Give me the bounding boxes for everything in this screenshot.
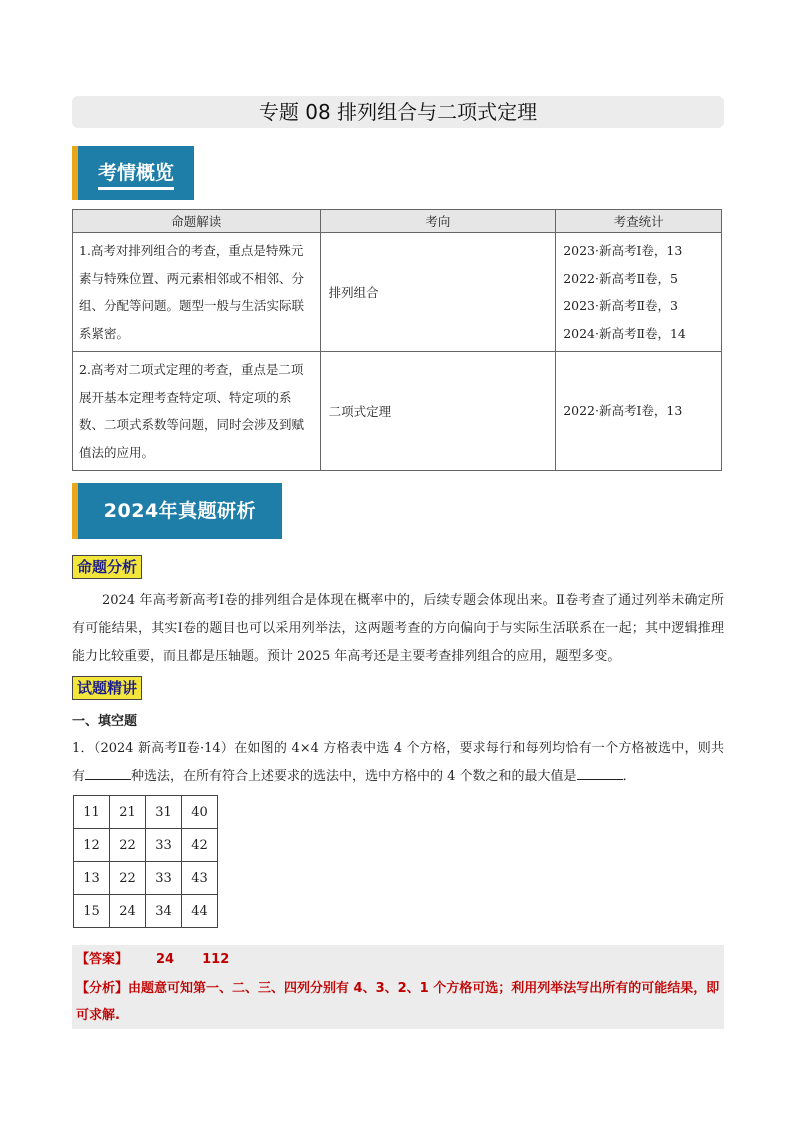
- page-title: 专题 08 排列组合与二项式定理: [72, 96, 724, 128]
- grid-cell: 11: [74, 796, 110, 829]
- grid-row: [74, 862, 218, 895]
- question-part: ．: [622, 769, 636, 784]
- section-tag-overview: [72, 146, 194, 200]
- exam-stats-table: [72, 209, 722, 471]
- analysis-label: 命题分析: [72, 555, 142, 579]
- answer-blank[interactable]: [577, 765, 623, 780]
- topic-stats: [556, 233, 722, 352]
- answer-analysis: [76, 975, 722, 1029]
- answer-value: 24: [156, 952, 175, 967]
- grid-cell: 22: [110, 829, 146, 862]
- column-header: 考向: [320, 210, 556, 233]
- column-header: 考查统计: [556, 210, 722, 233]
- grid-cell: 44: [182, 895, 218, 928]
- analysis-paragraph: 2024 年高考新高考Ⅰ卷的排列组合是体现在概率中的，后续专题会体现出来。Ⅱ卷考查了通过列举未确定所有可能结果，其实Ⅰ卷的题目也可以采用列举法，这两题考查的方向偏向于与实际生活联系在一起；其中逻辑推理能力比较重要，而且都是压轴题。预计 2025 年高考还是主要考查排列组合的应用，题型多变。: [72, 593, 724, 664]
- grid-cell: 40: [182, 796, 218, 829]
- section-tag-label: 考情概览: [98, 160, 174, 190]
- stat-entry: 2022·新高考Ⅰ卷，13: [563, 403, 683, 419]
- column-header: 命题解读: [73, 210, 321, 233]
- question-text: [72, 735, 724, 791]
- practice-label: 试题精讲: [72, 676, 142, 700]
- grid-cell: 15: [74, 895, 110, 928]
- topic-description: 2.高考对二项式定理的考查，重点是二项展开基本定理考查特定项、特定项的系数、二项式系数等问题，同时会涉及到赋值法的应用。: [73, 352, 321, 471]
- grid-row: [74, 895, 218, 928]
- grid-cell: 21: [110, 796, 146, 829]
- grid-cell: 34: [146, 895, 182, 928]
- section-tag-2024-review: 2024年真题研析: [72, 483, 282, 539]
- stat-entry: 2024·新高考Ⅱ卷，14: [563, 325, 686, 341]
- topic-direction: 排列组合: [320, 233, 556, 352]
- answer-blank[interactable]: [85, 765, 131, 780]
- stat-entry: 2023·新高考Ⅱ卷，3: [563, 298, 678, 313]
- table-row: [73, 352, 722, 471]
- grid-cell: 43: [182, 862, 218, 895]
- question-part: 种选法，在所有符合上述要求的选法中，选中方格中的 4 个数之和的最大值是: [131, 769, 577, 784]
- grid-cell: 22: [110, 862, 146, 895]
- topic-direction: 二项式定理: [320, 352, 556, 471]
- stat-entry: 2022·新高考Ⅱ卷，5: [563, 270, 678, 286]
- answer-box: [72, 945, 724, 1029]
- grid-cell: 12: [74, 829, 110, 862]
- answer-value: 112: [202, 952, 230, 967]
- number-grid: [73, 795, 218, 928]
- topic-description: 1.高考对排列组合的考查，重点是特殊元素与特殊位置、两元素相邻或不相邻、分组、分配等问题。题型一般与生活实际联系紧密。: [73, 233, 321, 352]
- question-part: 1．（2024 新高考Ⅱ卷·14）在如图的 4×4 方格表中选 4 个方格，要求每行和每列均恰有一个方格被选中，则共有: [72, 741, 724, 784]
- analysis-text: 由题意可知第一、二、三、四列分别有 4、3、2、1 个方格可选；利用列举法写出所有的可能结果，即可求解.: [76, 981, 720, 1023]
- table-header-row: [73, 210, 722, 233]
- topic-stats: [556, 352, 722, 471]
- grid-cell: 24: [110, 895, 146, 928]
- grid-cell: 13: [74, 862, 110, 895]
- table-row: [73, 233, 722, 352]
- answer-label: 【答案】: [76, 952, 129, 967]
- grid-row: [74, 796, 218, 829]
- grid-cell: 31: [146, 796, 182, 829]
- grid-cell: 33: [146, 862, 182, 895]
- grid-row: [74, 829, 218, 862]
- subsection-heading: 一、填空题: [72, 714, 138, 729]
- analysis-label-bracket: 【分析】: [76, 981, 129, 996]
- stat-entry: 2023·新高考Ⅰ卷，13: [563, 243, 683, 258]
- answer-line: [76, 947, 229, 973]
- grid-cell: 33: [146, 829, 182, 862]
- grid-cell: 42: [182, 829, 218, 862]
